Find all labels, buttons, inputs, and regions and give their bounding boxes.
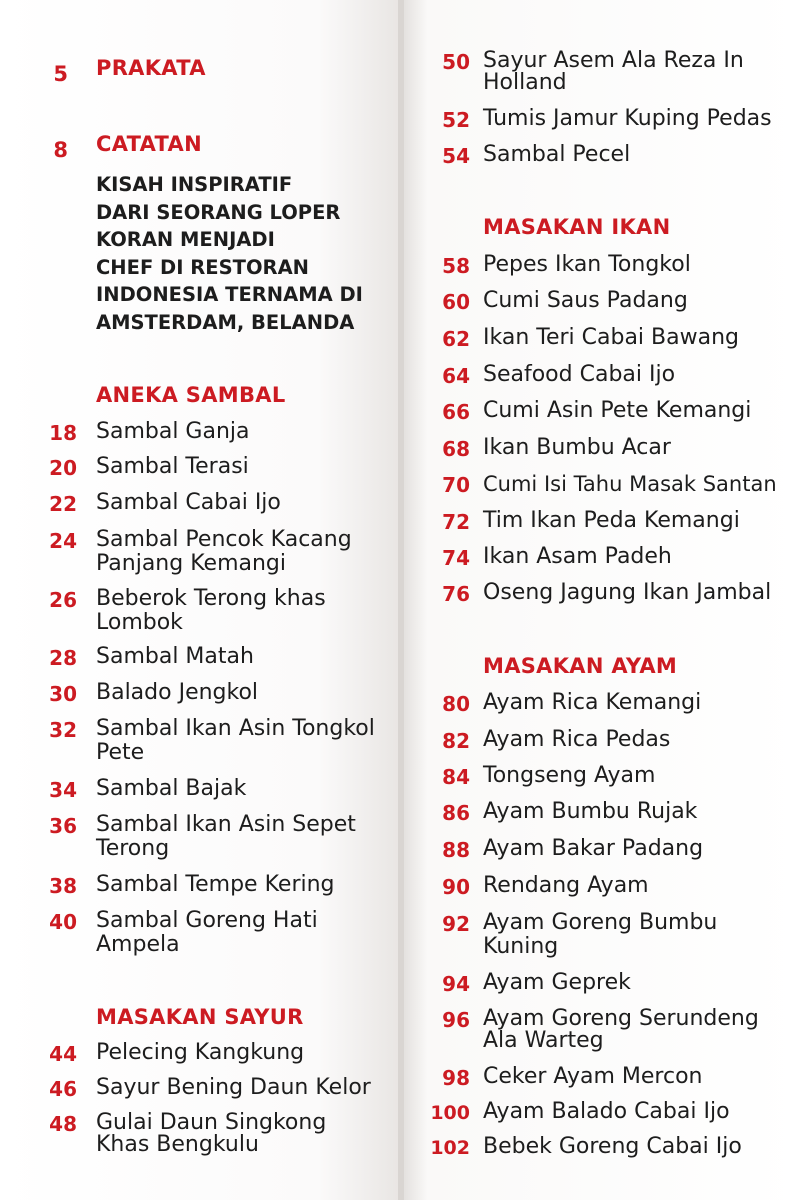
entry-title: Cumi Saus Padang [483,288,688,313]
entry-title-continued: Pete [96,740,145,765]
entry-page-number: 72 [442,510,470,534]
entry-title: Ceker Ayam Mercon [483,1064,703,1089]
entry-page-number: 100 [430,1102,470,1124]
entry-page-number: 94 [442,972,470,996]
entry-title: Tumis Jamur Kuping Pedas [483,106,772,131]
entry-page-number: 26 [49,588,77,612]
entry-page-number: 22 [49,492,77,516]
entry-title: Ayam Balado Cabai Ijo [483,1099,730,1124]
entry-title-continued: Khas Bengkulu [96,1132,259,1157]
entry-title: Rendang Ayam [483,873,649,898]
entry-title-continued: Ampela [96,932,180,957]
entry-page-number: 96 [442,1008,470,1032]
entry-page-number: 18 [49,421,77,445]
entry-title: Ikan Bumbu Acar [483,435,671,460]
entry-page-number: 44 [49,1042,77,1066]
entry-page-number: 30 [49,682,77,706]
catatan-subtitle-line: KISAH INSPIRATIF [96,173,293,196]
entry-page-number: 40 [49,910,77,934]
entry-title: Ayam Rica Kemangi [483,690,702,715]
entry-title: Ayam Goreng Bumbu [483,910,718,935]
section-title-prakata: PRAKATA [96,56,206,80]
entry-title: Ikan Asam Padeh [483,544,672,569]
entry-page-number: 92 [442,912,470,936]
entry-title: Sambal Ikan Asin Sepet [96,812,356,837]
entry-page-number: 74 [442,546,470,570]
entry-page-number: 50 [442,50,470,74]
entry-page-number: 48 [49,1112,77,1136]
entry-page-number: 84 [442,765,470,789]
entry-title: Gulai Daun Singkong [96,1110,327,1135]
entry-page-number: 34 [49,778,77,802]
section-heading-masakan-ikan: MASAKAN IKAN [483,215,671,239]
entry-page-number: 32 [49,718,77,742]
entry-page-number: 64 [442,364,470,388]
entry-title: Ikan Teri Cabai Bawang [483,325,739,350]
entry-title: Pelecing Kangkung [96,1040,305,1065]
entry-title-continued: Kuning [483,934,559,959]
entry-page-number: 76 [442,582,470,606]
entry-title: Balado Jengkol [96,680,259,705]
entry-title: Sambal Matah [96,644,254,669]
entry-title: Sayur Asem Ala Reza In [483,48,744,73]
entry-page-number: 28 [49,646,77,670]
entry-page-number: 54 [442,144,470,168]
entry-page-number: 66 [442,400,470,424]
entry-title: Sambal Pecel [483,142,631,167]
entry-title-continued: Lombok [96,610,183,635]
entry-title: Sambal Ganja [96,419,250,444]
catatan-subtitle-line: AMSTERDAM, BELANDA [96,310,355,334]
entry-page-number: 70 [442,473,470,497]
entry-title-continued: Ala Warteg [483,1028,604,1053]
catatan-subtitle-line: KORAN MENJADI [96,228,275,251]
entry-page-number: 88 [442,838,470,862]
entry-page-number: 36 [49,814,77,838]
entry-title-continued: Holland [483,70,567,95]
entry-title-continued: Panjang Kemangi [96,551,286,576]
entry-title: Beberok Terong khas [96,586,326,611]
entry-page-number: 80 [442,692,470,716]
section-heading-aneka-sambal: ANEKA SAMBAL [96,383,286,407]
entry-page-number: 62 [442,327,470,351]
entry-title: Sambal Pencok Kacang [96,527,352,552]
entry-title: Oseng Jagung Ikan Jambal [483,580,772,605]
entry-title: Tim Ikan Peda Kemangi [483,508,740,533]
entry-title: Ayam Bakar Padang [483,836,704,861]
entry-title: Sambal Terasi [96,454,249,479]
entry-title: Seafood Cabai Ijo [483,362,676,387]
entry-page-number: 38 [49,874,77,898]
entry-title: Ayam Geprek [483,970,631,995]
entry-page-number: 98 [442,1066,470,1090]
entry-page-number: 86 [442,801,470,825]
entry-title: Pepes Ikan Tongkol [483,252,691,277]
entry-title: Sambal Goreng Hati [96,908,318,933]
entry-page-number: 24 [49,529,77,553]
entry-title: Tongseng Ayam [483,763,656,788]
catatan-subtitle-line: CHEF DI RESTORAN [96,255,309,279]
entry-page-number: 5 [53,62,68,86]
catatan-subtitle-line: INDONESIA TERNAMA DI [96,283,363,306]
entry-page-number: 46 [49,1077,77,1101]
entry-title: Sambal Ikan Asin Tongkol [96,716,375,741]
entry-title: Bebek Goreng Cabai Ijo [483,1134,742,1159]
entry-title: Sambal Cabai Ijo [96,490,281,515]
entry-title: Cumi Isi Tahu Masak Santan [483,472,777,496]
entry-title: Ayam Bumbu Rujak [483,799,698,824]
entry-page-number: 102 [430,1137,470,1159]
entry-page-number: 90 [442,875,470,899]
entry-page-number: 52 [442,108,470,132]
entry-page-number: 8 [53,138,68,162]
entry-page-number: 58 [442,254,470,278]
entry-page-number: 60 [442,290,470,314]
entry-page-number: 20 [49,456,77,480]
entry-title: Sambal Bajak [96,776,247,801]
entry-page-number: 82 [442,729,470,753]
entry-page-number: 68 [442,437,470,461]
catatan-subtitle-line: DARI SEORANG LOPER [96,200,341,224]
entry-title: Cumi Asin Pete Kemangi [483,398,752,423]
section-heading-masakan-ayam: MASAKAN AYAM [483,654,678,678]
section-heading-masakan-sayur: MASAKAN SAYUR [96,1005,304,1029]
entry-title: Ayam Goreng Serundeng [483,1006,759,1031]
entry-title: Sambal Tempe Kering [96,872,335,897]
entry-title-continued: Terong [96,836,170,861]
entry-title: Ayam Rica Pedas [483,727,671,752]
section-title-catatan: CATATAN [96,132,202,156]
entry-title: Sayur Bening Daun Kelor [96,1075,371,1100]
